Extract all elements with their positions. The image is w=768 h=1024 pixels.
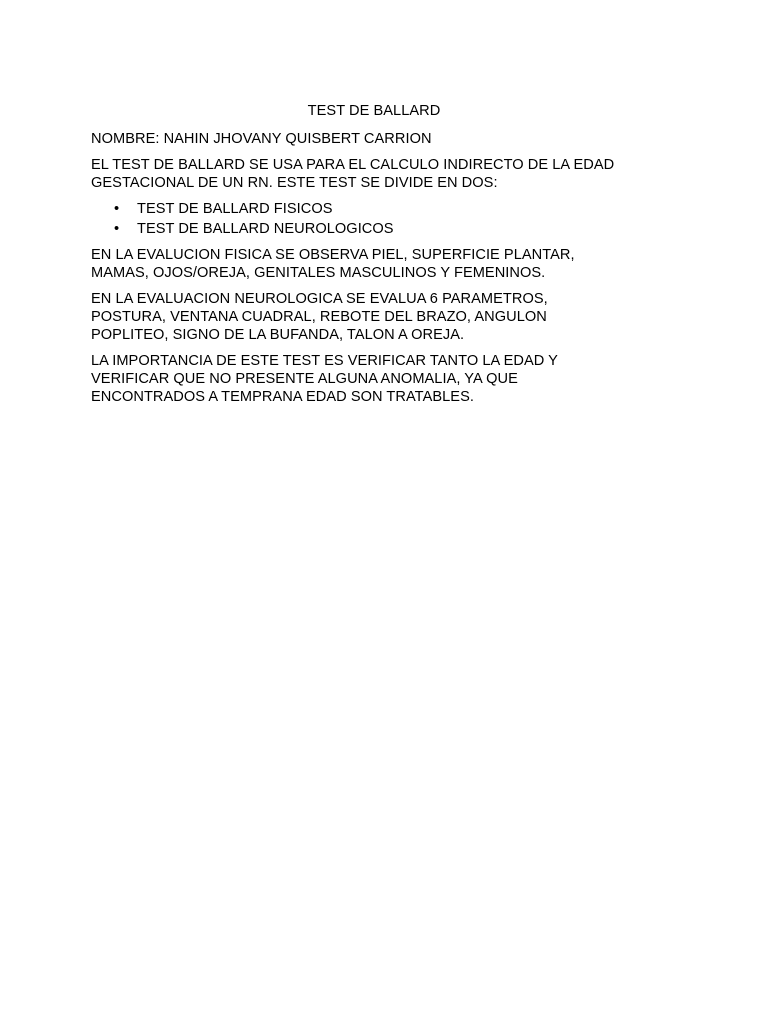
- list-item-label: TEST DE BALLARD NEUROLOGICOS: [137, 221, 394, 237]
- physical-paragraph: EN LA EVALUCION FISICA SE OBSERVA PIEL, SUPERFICIE PLANTAR, MAMAS, OJOS/OREJA, GENITALES MASCULINOS Y FEMENINOS.: [91, 247, 575, 281]
- bullet-icon: •: [114, 201, 120, 217]
- intro-paragraph: EL TEST DE BALLARD SE USA PARA EL CALCULO INDIRECTO DE LA EDAD GESTACIONAL DE UN RN. ESTE TEST SE DIVIDE EN DOS:: [91, 157, 615, 191]
- list-item-label: TEST DE BALLARD FISICOS: [137, 201, 333, 217]
- list-item: [114, 200, 671, 218]
- bullet-list: [91, 200, 671, 238]
- document-title: TEST DE BALLARD: [307, 103, 441, 119]
- document-body: [91, 102, 671, 414]
- bullet-icon: •: [114, 221, 120, 237]
- importance-paragraph: LA IMPORTANCIA DE ESTE TEST ES VERIFICAR TANTO LA EDAD Y VERIFICAR QUE NO PRESENTE ALGUNA ANOMALIA, YA QUE ENCONTRADOS A TEMPRANA EDAD SON TRATABLES.: [91, 353, 558, 405]
- list-item: [114, 220, 671, 238]
- neuro-paragraph: EN LA EVALUACION NEUROLOGICA SE EVALUA 6 PARAMETROS, POSTURA, VENTANA CUADRAL, REBOTE DEL BRAZO, ANGULON POPLITEO, SIGNO DE LA BUFANDA, TALON A OREJA.: [91, 291, 548, 343]
- name-line: NOMBRE: NAHIN JHOVANY QUISBERT CARRION: [91, 131, 432, 147]
